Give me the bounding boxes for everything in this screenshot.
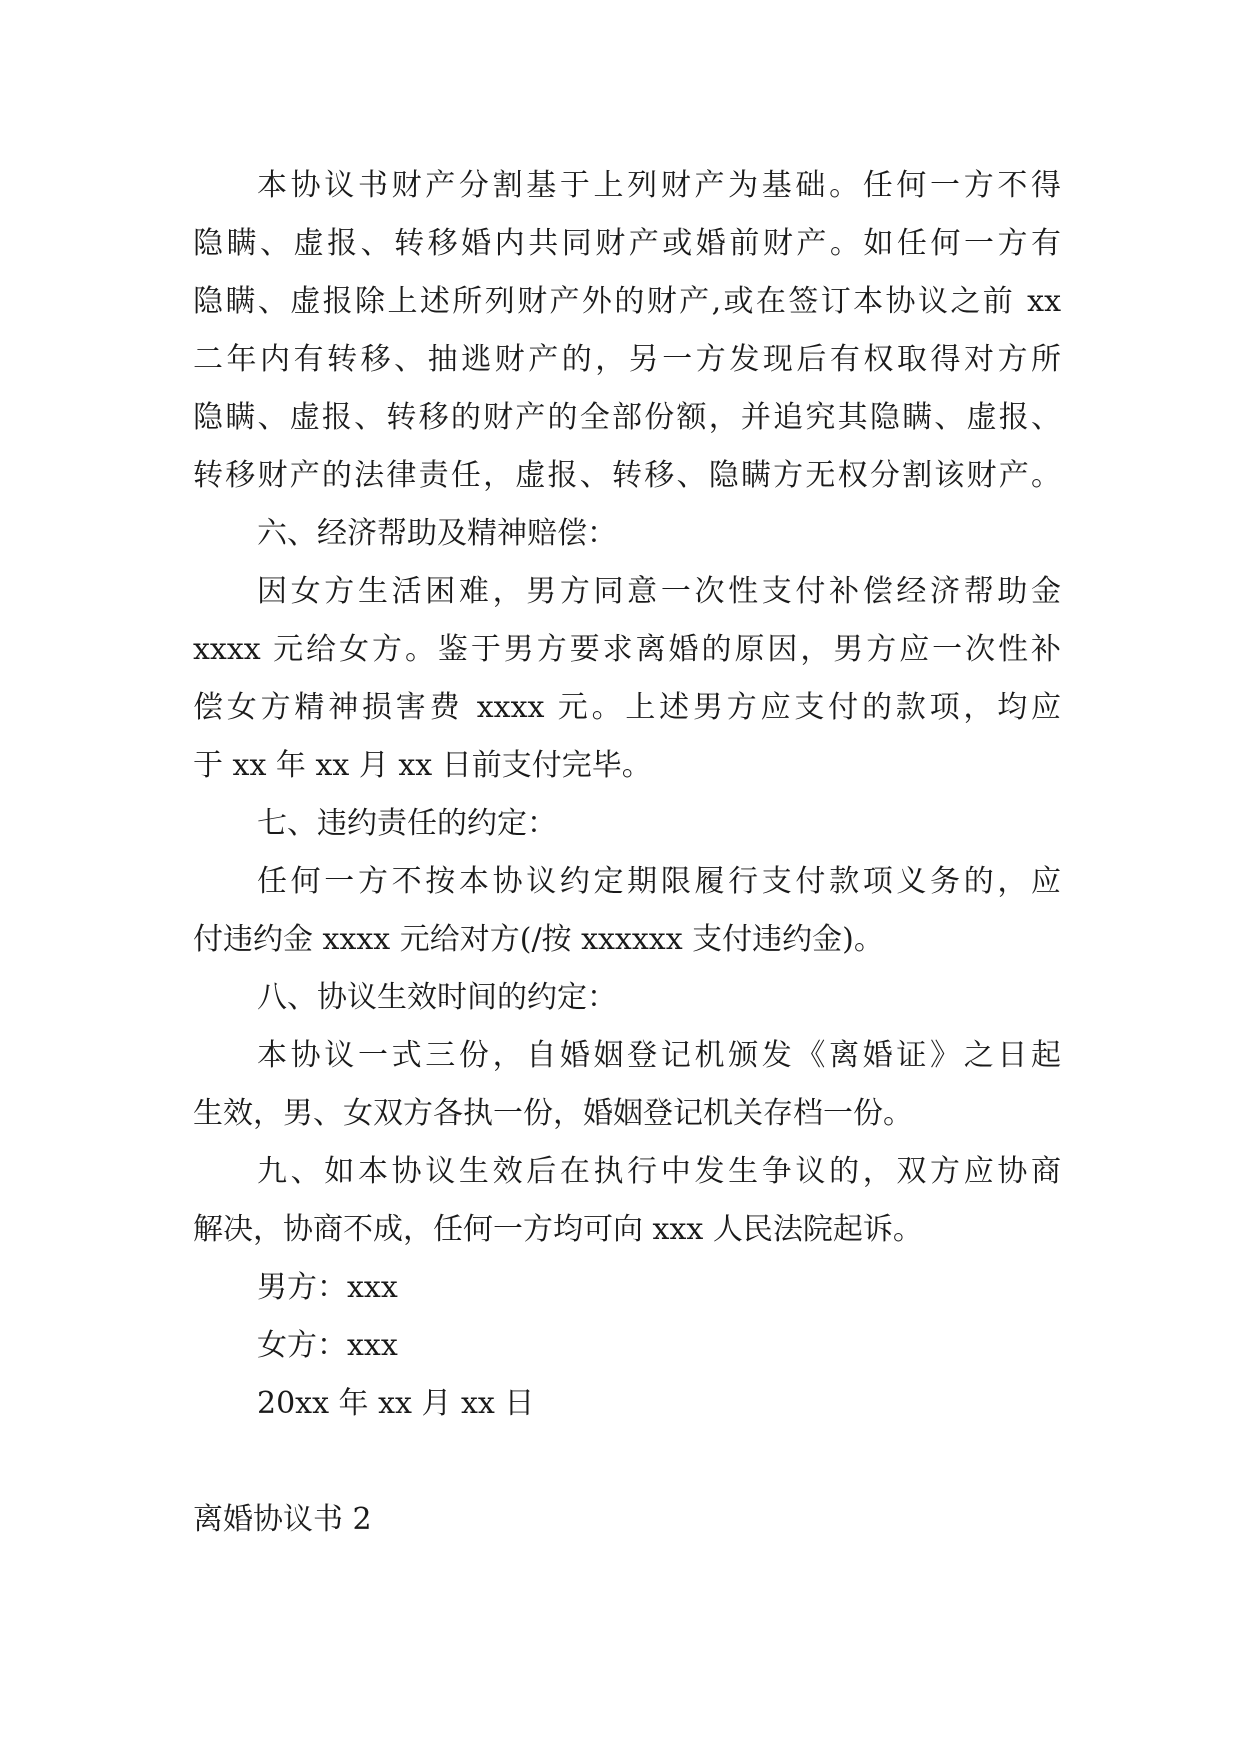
paragraph-breach-liability-line-2: 付违约金 xxxx 元给对方(/按 xxxxxx 支付违约金)。 [193, 922, 884, 957]
paragraph-property-division-line-3: 隐瞒、虚报除上述所列财产外的财产,或在签订本协议之前 xx [193, 284, 1061, 319]
paragraph-property-division-line-4: 二年内有转移、抽逃财产的，另一方发现后有权取得对方所 [193, 342, 1061, 377]
signature-date: 20xx 年 xx 月 xx 日 [257, 1386, 535, 1421]
paragraph-effective-time-line-1: 本协议一式三份，自婚姻登记机颁发《离婚证》之日起 [257, 1038, 1061, 1073]
paragraph-financial-aid-line-2: xxxx 元给女方。鉴于男方要求离婚的原因，男方应一次性补 [193, 632, 1061, 667]
signature-male-party: 男方：xxx [257, 1270, 398, 1305]
paragraph-property-division-line-1: 本协议书财产分割基于上列财产为基础。任何一方不得 [257, 168, 1061, 203]
paragraph-financial-aid-line-1: 因女方生活困难，男方同意一次性支付补偿经济帮助金 [257, 574, 1061, 609]
paragraph-financial-aid-line-4: 于 xx 年 xx 月 xx 日前支付完毕。 [193, 748, 652, 783]
paragraph-dispute-line-1: 九、如本协议生效后在执行中发生争议的，双方应协商 [257, 1154, 1061, 1189]
paragraph-property-division-line-5: 隐瞒、虚报、转移的财产的全部份额，并追究其隐瞒、虚报、 [193, 400, 1061, 435]
section-heading-financial-aid: 六、经济帮助及精神赔偿： [257, 516, 617, 551]
paragraph-dispute-line-2: 解决，协商不成，任何一方均可向 xxx 人民法院起诉。 [193, 1212, 923, 1247]
section-heading-breach-liability: 七、违约责任的约定： [257, 806, 557, 841]
section-heading-effective-time: 八、协议生效时间的约定： [257, 980, 617, 1015]
paragraph-financial-aid-line-3: 偿女方精神损害费 xxxx 元。上述男方应支付的款项，均应 [193, 690, 1061, 725]
paragraph-property-division-line-2: 隐瞒、虚报、转移婚内共同财产或婚前财产。如任何一方有 [193, 226, 1061, 261]
document-title-2: 离婚协议书 2 [193, 1502, 372, 1537]
paragraph-breach-liability-line-1: 任何一方不按本协议约定期限履行支付款项义务的，应 [257, 864, 1061, 899]
paragraph-property-division-line-6: 转移财产的法律责任，虚报、转移、隐瞒方无权分割该财产。 [193, 458, 1061, 493]
paragraph-effective-time-line-2: 生效，男、女双方各执一份，婚姻登记机关存档一份。 [193, 1096, 913, 1131]
signature-female-party: 女方：xxx [257, 1328, 398, 1363]
